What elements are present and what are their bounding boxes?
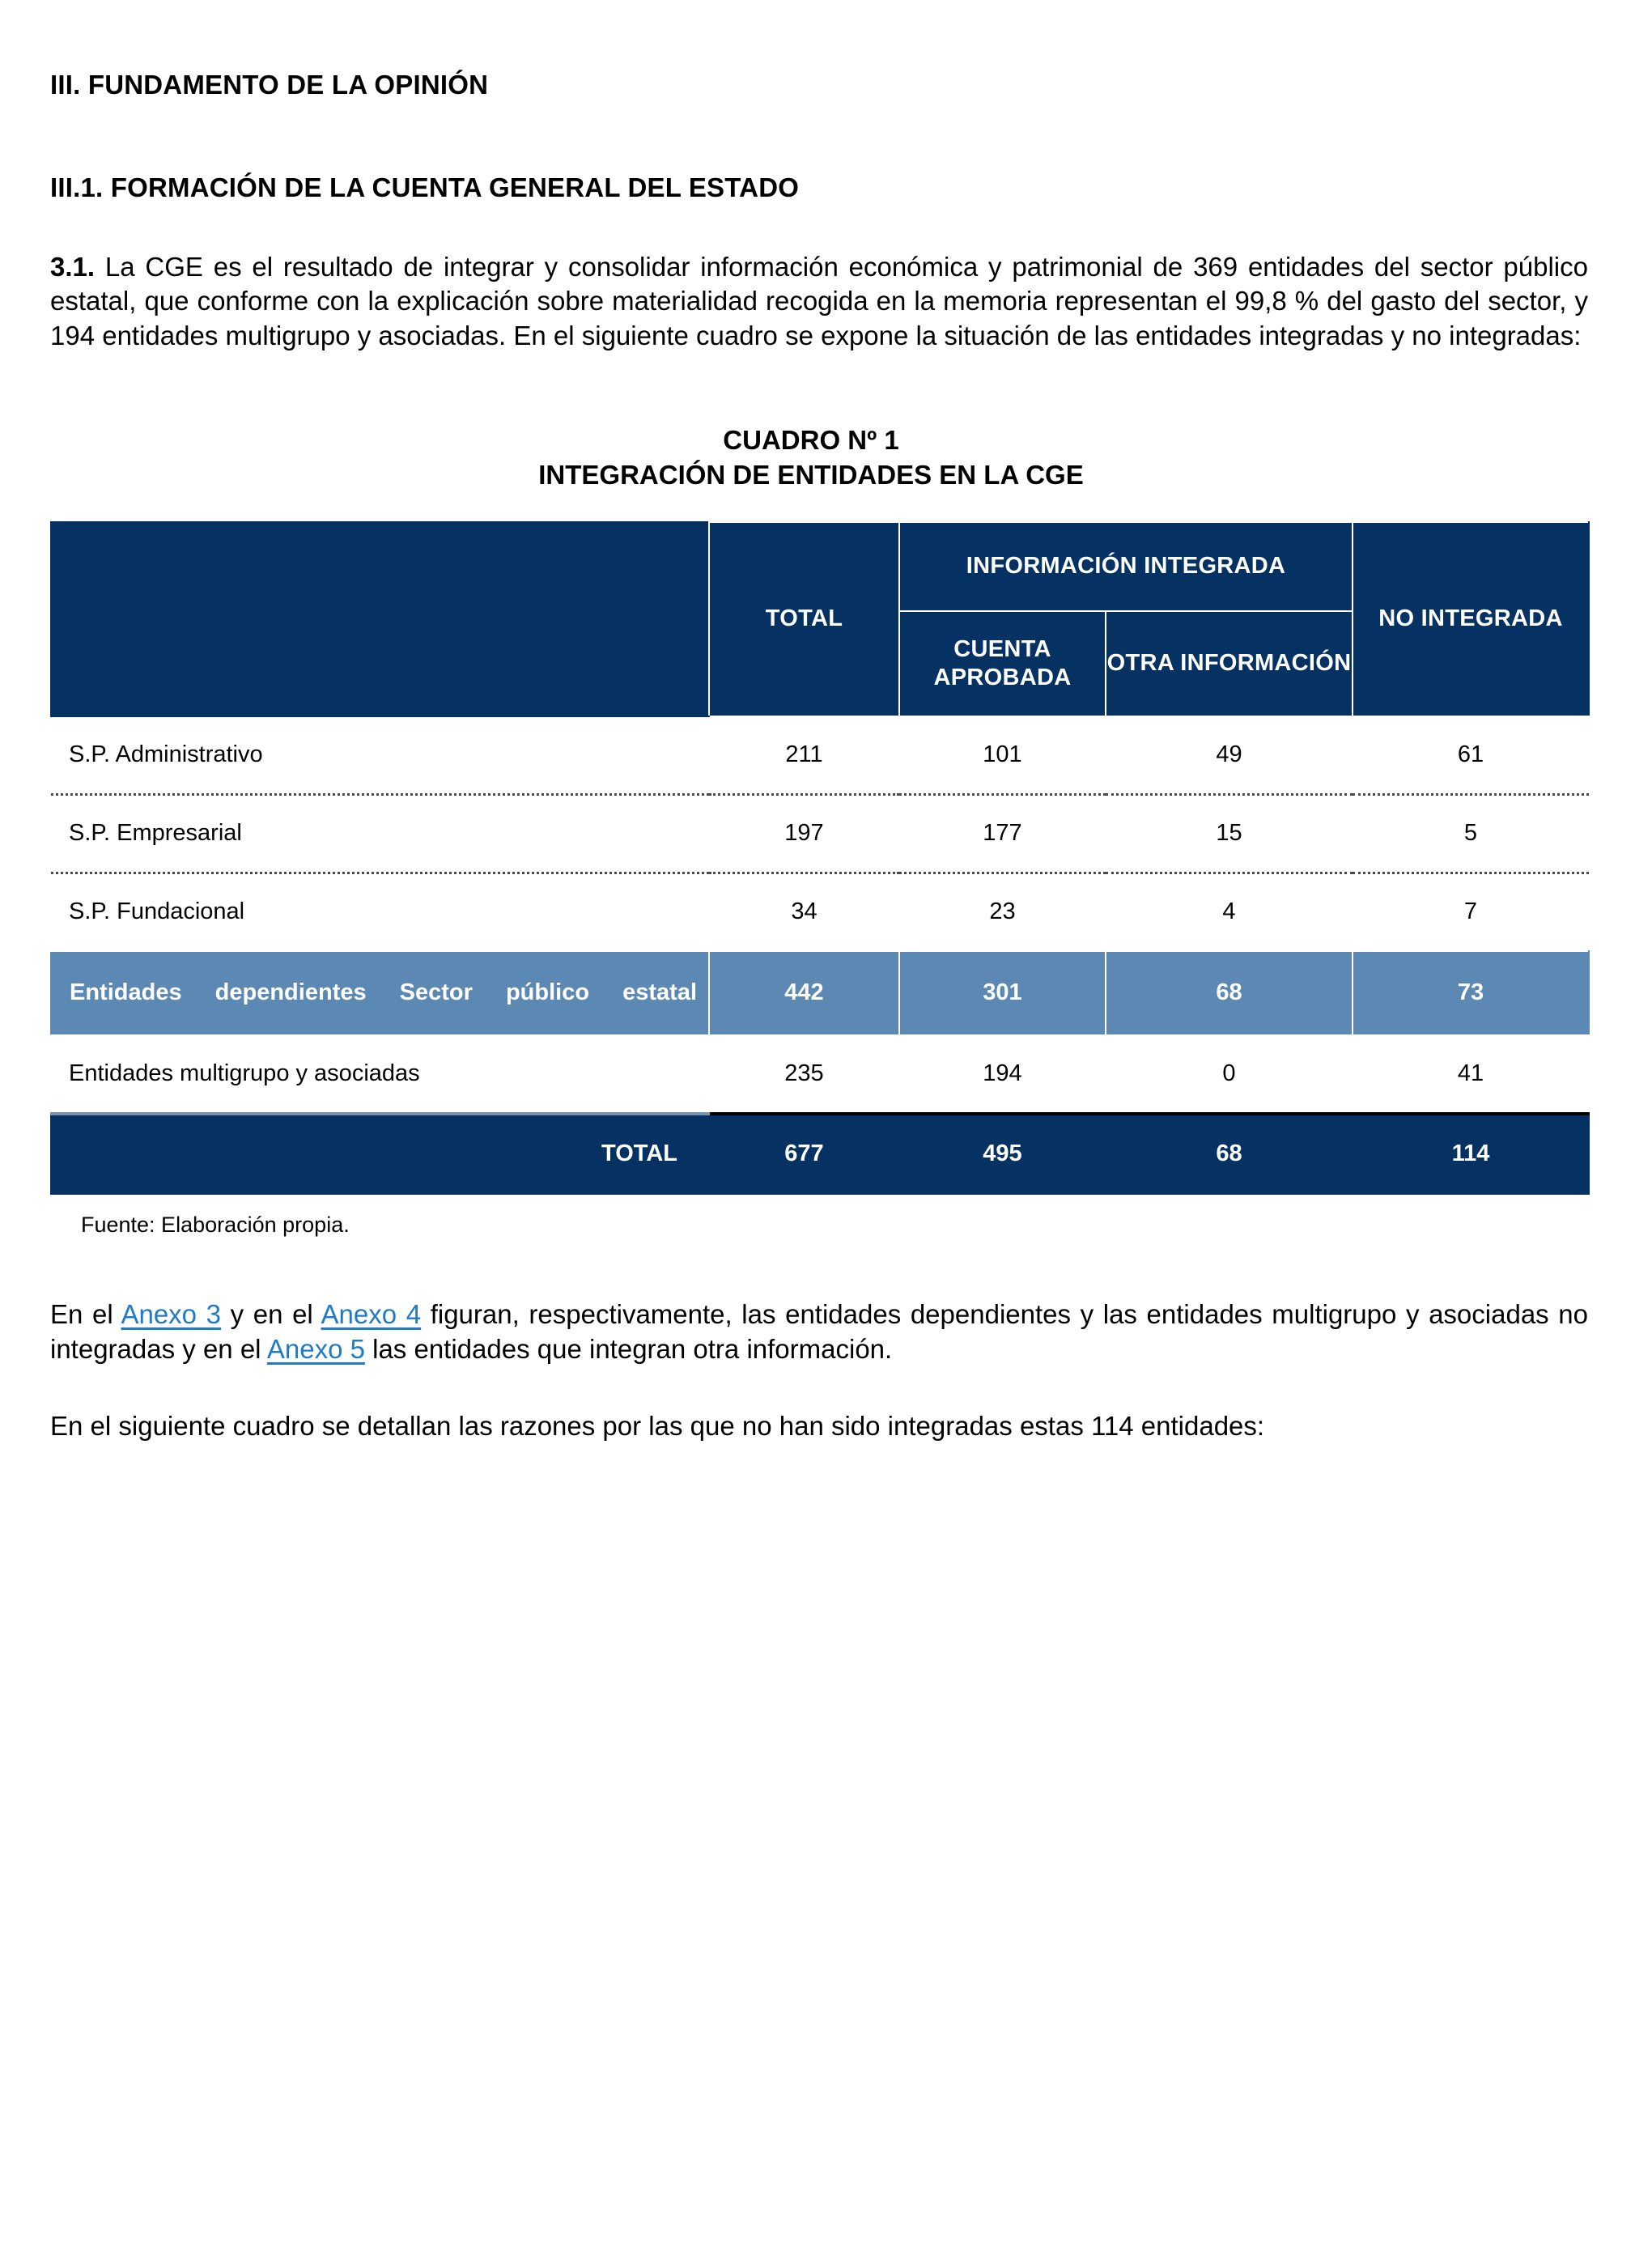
row-total: 235 — [709, 1035, 899, 1114]
link-anexo-5[interactable]: Anexo 5 — [266, 1333, 365, 1364]
link-anexo-4[interactable]: Anexo 4 — [321, 1298, 422, 1329]
row-label: S.P. Empresarial — [51, 794, 709, 873]
row-otra-informacion: 4 — [1106, 873, 1353, 951]
anexos-text-3: figuran, respectivamente, las entidades dependientes y las entidades multigrupo y asociadas no integradas y en el — [50, 1298, 1588, 1364]
row-label: Entidades dependientes Sector público estatal — [51, 951, 709, 1035]
grand-total-otra-informacion: 68 — [1106, 1114, 1353, 1194]
row-cuenta-aprobada: 301 — [899, 951, 1106, 1035]
grand-total-cuenta-aprobada: 495 — [899, 1114, 1106, 1194]
integration-table — [50, 521, 1590, 1195]
row-no-integrada: 7 — [1353, 873, 1589, 951]
paragraph-3-1 — [50, 250, 1588, 355]
paragraph-number: 3.1. — [50, 251, 96, 282]
table-row-grand-total — [51, 1114, 1589, 1194]
row-cuenta-aprobada: 177 — [899, 794, 1106, 873]
table-row — [51, 873, 1589, 951]
table-row — [51, 716, 1589, 795]
row-cuenta-aprobada: 101 — [899, 716, 1106, 795]
header-otra-informacion: OTRA INFORMACIÓN — [1106, 611, 1353, 716]
row-no-integrada: 41 — [1353, 1035, 1589, 1114]
header-total: TOTAL — [709, 522, 899, 716]
table-row — [51, 794, 1589, 873]
row-otra-informacion: 0 — [1106, 1035, 1353, 1114]
row-otra-informacion: 49 — [1106, 716, 1353, 795]
row-label: Entidades multigrupo y asociadas — [51, 1035, 709, 1114]
table-title — [50, 423, 1588, 493]
row-no-integrada: 61 — [1353, 716, 1589, 795]
header-blank — [51, 522, 709, 716]
table-title-line-2: INTEGRACIÓN DE ENTIDADES EN LA CGE — [538, 460, 1084, 491]
cuadro-1-block — [50, 423, 1588, 1238]
table-body — [51, 716, 1589, 1194]
row-no-integrada: 73 — [1353, 951, 1589, 1035]
grand-total-total: 677 — [709, 1114, 899, 1194]
paragraph-3-1-text: La CGE es el resultado de integrar y consolidar información económica y patrimonial de 369 entidades del sector público estatal, que conforme con la explicación sobre materialidad recogida en la memoria representan el 99,8 % del gasto del sector, y 194 entidades multigrupo y asociadas. En el siguiente cuadro se expone la situación de las entidades integradas y no integradas: — [50, 251, 1588, 351]
row-label: S.P. Fundacional — [51, 873, 709, 951]
header-cuenta-aprobada: CUENTA APROBADA — [899, 611, 1106, 716]
anexos-text-1: En el — [50, 1298, 121, 1329]
anexos-text-4: las entidades que integran otra información. — [364, 1333, 893, 1364]
row-total: 442 — [709, 951, 899, 1035]
table-row — [51, 1035, 1589, 1114]
table-title-line-1: CUADRO Nº 1 — [723, 425, 899, 456]
row-total: 197 — [709, 794, 899, 873]
table-source-note: Fuente: Elaboración propia. — [81, 1212, 350, 1237]
row-cuenta-aprobada: 194 — [899, 1035, 1106, 1114]
row-no-integrada: 5 — [1353, 794, 1589, 873]
paragraph-anexos — [50, 1298, 1588, 1367]
anexos-text-2: y en el — [221, 1298, 321, 1329]
row-total: 211 — [709, 716, 899, 795]
link-anexo-3[interactable]: Anexo 3 — [121, 1298, 222, 1329]
table-head — [51, 522, 1589, 716]
section-heading: III. FUNDAMENTO DE LA OPINIÓN — [50, 70, 489, 100]
subsection-heading: III.1. FORMACIÓN DE LA CUENTA GENERAL DEL ESTADO — [50, 172, 800, 203]
row-otra-informacion: 68 — [1106, 951, 1353, 1035]
table-row-subtotal — [51, 951, 1589, 1035]
row-otra-informacion: 15 — [1106, 794, 1353, 873]
grand-total-no-integrada: 114 — [1353, 1114, 1589, 1194]
row-cuenta-aprobada: 23 — [899, 873, 1106, 951]
paragraph-final: En el siguiente cuadro se detallan las razones por las que no han sido integradas estas 114 entidades: — [50, 1410, 1265, 1441]
header-no-integrada: NO INTEGRADA — [1353, 522, 1589, 716]
row-total: 34 — [709, 873, 899, 951]
row-label: S.P. Administrativo — [51, 716, 709, 795]
grand-total-label: TOTAL — [51, 1114, 709, 1194]
header-row-1 — [51, 522, 1589, 611]
header-informacion-integrada: INFORMACIÓN INTEGRADA — [899, 522, 1353, 611]
